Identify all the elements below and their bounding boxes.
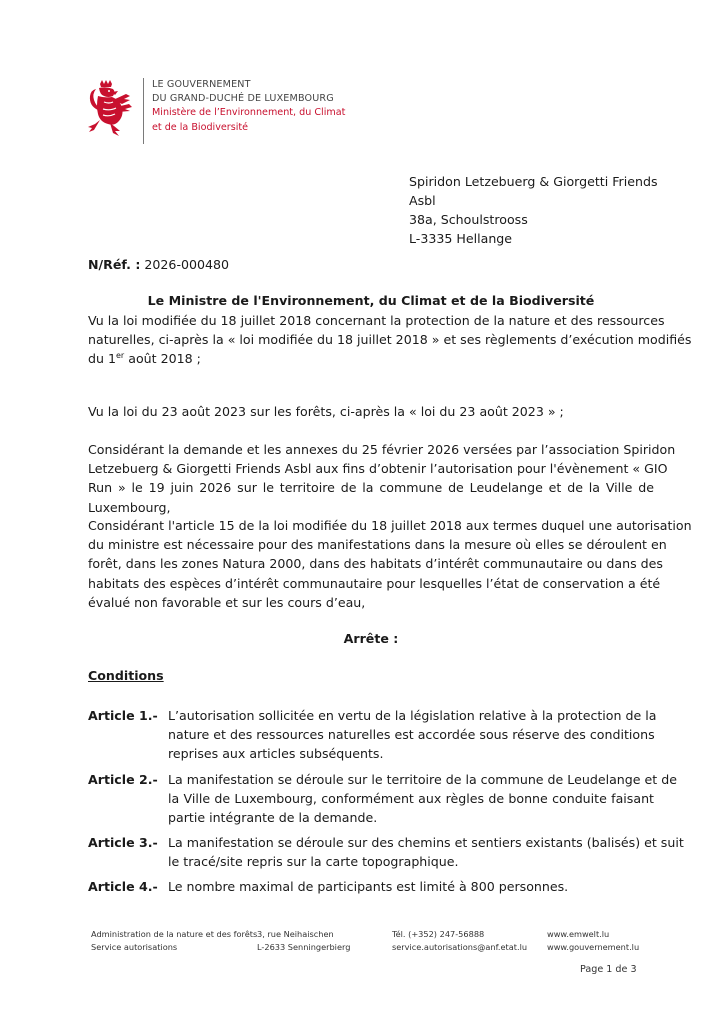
article-number: Article 4.- <box>88 879 158 894</box>
document-title: Le Ministre de l'Environnement, du Climat et de la Biodiversité <box>147 293 595 308</box>
article-number: Article 1.- <box>88 708 158 723</box>
addressee-line: 38a, Schoulstrooss <box>409 212 528 227</box>
paragraph-4 <box>88 516 692 612</box>
article-line: la Ville de Luxembourg, conformément aux règles de bonne conduite faisant <box>168 791 654 807</box>
paragraph-3 <box>88 440 676 517</box>
article-1 <box>88 706 657 764</box>
article-text <box>168 833 684 871</box>
paragraph-1 <box>88 311 692 369</box>
reference-label: N/Réf. : <box>88 257 141 272</box>
date-text-end: août 2018 ; <box>124 351 201 367</box>
paragraph-line <box>88 349 654 368</box>
footer-email-link[interactable]: service.autorisations@anf.etat.lu <box>392 941 528 952</box>
paragraph-line: habitats des espèces d’intérêt communautaire pour lesquelles l’état de conservation a été <box>88 575 661 591</box>
paragraph-2 <box>88 402 654 421</box>
article-line: le tracé/site repris sur la carte topographique. <box>168 854 459 870</box>
addressee-line: Spiridon Letzebuerg & Giorgetti Friends <box>409 174 658 189</box>
article-2 <box>88 770 677 828</box>
article-line: La manifestation se déroule sur des chemins et sentiers existants (balisés) et suit <box>168 835 684 850</box>
paragraph-line: évalué non favorable et sur les cours d’eau, <box>88 594 366 610</box>
footer-line: Service autorisations <box>91 941 178 952</box>
gov-line-1: LE GOUVERNEMENT <box>152 79 251 90</box>
conditions-heading: Conditions <box>88 668 164 683</box>
paragraph-line: Letzebuerg & Giorgetti Friends Asbl aux fins d’obtenir l’autorisation pour l'évènement « GIO <box>88 461 668 477</box>
article-text <box>168 706 657 764</box>
article-number: Article 3.- <box>88 835 158 850</box>
footer-website-link[interactable]: www.emwelt.lu <box>547 929 610 939</box>
arrete-heading: Arrête : <box>343 631 399 646</box>
article-line: La manifestation se déroule sur le territoire de la commune de Leudelange et de <box>168 772 677 787</box>
footer-line: Administration de la nature et des forêts <box>91 929 258 939</box>
addressee-block <box>409 172 658 248</box>
gov-line-2: DU GRAND-DUCHÉ DE LUXEMBOURG <box>152 93 334 105</box>
footer-website-link[interactable]: www.gouvernement.lu <box>547 941 640 952</box>
paragraph-line: Run » le 19 juin 2026 sur le territoire de la commune de Leudelange et de la Ville de <box>88 480 654 496</box>
page-number: Page 1 de 3 <box>580 964 637 975</box>
paragraph-line: naturelles, ci-après la « loi modifiée du 18 juillet 2018 » et ses règlements d’exécution modifiés <box>88 332 692 348</box>
paragraph-line: Vu la loi du 23 août 2023 sur les forêts, ci-après la « loi du 23 août 2023 » ; <box>88 404 564 419</box>
paragraph-line: Vu la loi modifiée du 18 juillet 2018 concernant la protection de la nature et des ressources <box>88 313 665 328</box>
addressee-line: Asbl <box>409 193 436 208</box>
ministry-line-2: et de la Biodiversité <box>152 121 249 133</box>
paragraph-line: Considérant l'article 15 de la loi modifiée du 18 juillet 2018 aux termes duquel une autorisation <box>88 518 692 533</box>
logo-divider <box>143 78 144 144</box>
paragraph-line: Luxembourg, <box>88 499 171 515</box>
footer-address <box>257 928 350 954</box>
article-line: L’autorisation sollicitée en vertu de la législation relative à la protection de la <box>168 708 657 723</box>
reference-number <box>88 257 229 272</box>
article-line: partie intégrante de la demande. <box>168 810 378 826</box>
article-text <box>168 770 677 828</box>
paragraph-line: du ministre est nécessaire pour des manifestations dans la mesure où elles se déroulent en <box>88 537 667 553</box>
ordinal-superscript: er <box>116 351 125 361</box>
paragraph-line: forêt, dans les zones Natura 2000, dans des habitats d’intérêt communautaire ou dans des <box>88 556 663 572</box>
footer-websites <box>547 928 639 954</box>
article-4 <box>88 877 654 896</box>
article-line: Le nombre maximal de participants est limité à 800 personnes. <box>168 879 569 894</box>
footer-line: 3, rue Neihaischen <box>257 929 334 939</box>
article-number: Article 2.- <box>88 772 158 787</box>
footer-contact <box>392 928 527 954</box>
addressee-line: L-3335 Hellange <box>409 231 513 246</box>
article-line: reprises aux articles subséquents. <box>168 746 384 762</box>
paragraph-line: Considérant la demande et les annexes du 25 février 2026 versées par l’association Spiridon <box>88 442 676 457</box>
footer-phone: Tél. (+352) 247-56888 <box>392 929 485 939</box>
government-heading <box>152 78 345 135</box>
article-text <box>168 877 654 896</box>
article-line: nature et des ressources naturelles est accordée sous réserve des conditions <box>168 727 655 743</box>
reference-value: 2026-000480 <box>144 257 230 272</box>
article-3 <box>88 833 684 871</box>
date-text: du 1 <box>88 351 116 367</box>
footer-administration <box>91 928 257 954</box>
lion-coat-of-arms-icon <box>86 80 136 138</box>
ministry-line-1: Ministère de l’Environnement, du Climat <box>152 107 346 119</box>
footer-line: L-2633 Senningerbierg <box>257 941 351 952</box>
